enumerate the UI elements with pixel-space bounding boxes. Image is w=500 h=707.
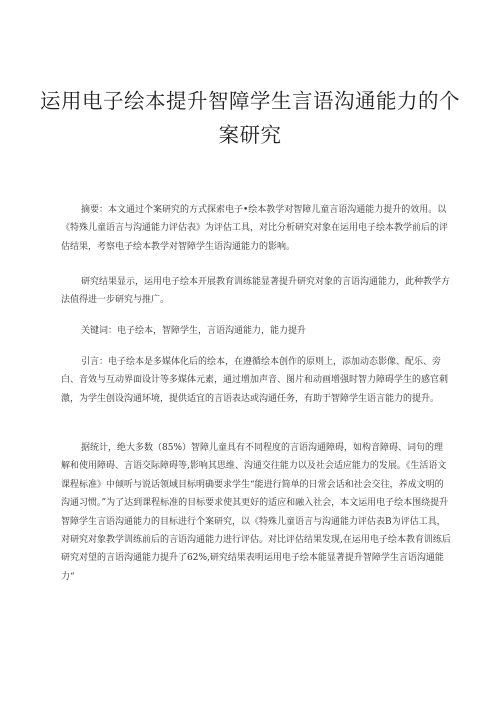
title-line-2: 案研究 [218, 123, 282, 147]
intro-text: 引言：电子绘本是多媒体化后的绘本，在遵循绘本创作的原则上，添加动态影像、配乐、旁白、音效与互动界面设计等多媒体元素，通过增加声音、图片和动画增强时智力障碍学生的感官刺激，为学生创设沟通环境，提供适宜的言语表达或沟通任务，有助于智障学生语言能力的提升。 [61, 357, 449, 404]
abstract-paragraph [61, 201, 451, 256]
statistics-text: 据统计，绝大多数（85%）智障儿童具有不同程度的言语沟通障碍，如构音障碍、词句的理解和使用障碍、言语交际障碍等,影响其思维、沟通交往能力以及社会适应能力的发展。《生活语文课程标准》中倾听与说话领域目标明确要求学生“能进行简单的日常会话和社会交往，养成文明的沟通习惯。”为了达到课程标准的目标要求使其更好的适应和融入社会，本文运用电子绘本围绕提升智障学生言语沟通能力的目标进行个案研究，以《特殊儿童语言与沟通能力评估表B为评估工具，对研究对象教学训练前后的言语沟通能力进行评估。对比评估结果发现,在运用电子绘本教育训练后研究对望的言语沟通能力提升了62%,研究结果表明运用电子绘本能显著提升智障学生言语沟通能力“ [61, 443, 451, 582]
keywords-paragraph [61, 322, 451, 340]
document-title [40, 84, 460, 152]
keywords-text: 关键词：电子绘本，智障学生，言语沟通能力，能力提升 [81, 326, 307, 336]
statistics-paragraph [61, 439, 451, 586]
intro-paragraph [61, 353, 451, 408]
abstract-text: 摘要：本文通过个案研究的方式探索电子•绘本教学对智障儿童言语沟通能力提升的效用。以《特殊儿童语言与沟通能力评估表》为评估工具，对比分析研究对象在运用电子绘本教学前后的评估结果，考察电子绘本教学对智障学生语沟通能力的影响。 [61, 205, 449, 252]
result-paragraph [61, 273, 451, 310]
title-line-1: 运用电子绘本提升智障学生言语沟通能力的个 [40, 89, 460, 113]
result-text: 研究结果显示，运用电子绘本开展教育训练能显著提升研究对象的言语沟通能力，此种教学方法值得进一步研究与推广。 [61, 277, 451, 306]
